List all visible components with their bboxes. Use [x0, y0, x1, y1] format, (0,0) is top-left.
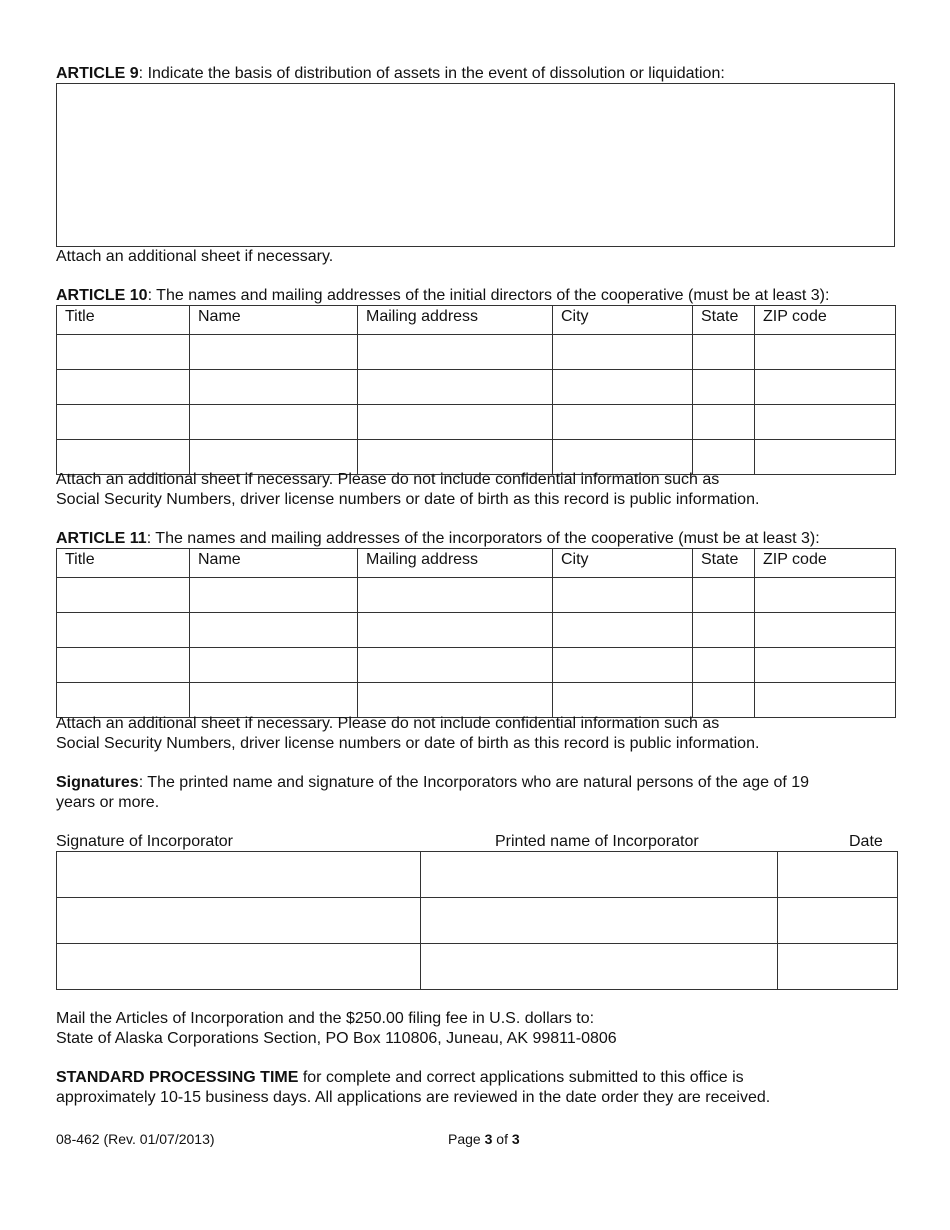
- column-header-city: City: [553, 549, 693, 578]
- date-column-label: Date: [849, 833, 883, 850]
- table-cell[interactable]: [57, 613, 190, 648]
- signature-cell[interactable]: [57, 852, 421, 898]
- table-cell[interactable]: [190, 613, 358, 648]
- table-header-row: [57, 306, 896, 335]
- table-cell[interactable]: [755, 613, 896, 648]
- table-cell[interactable]: [693, 335, 755, 370]
- table-cell[interactable]: [358, 648, 553, 683]
- table-cell[interactable]: [358, 683, 553, 718]
- table-cell[interactable]: [755, 335, 896, 370]
- mail-address-line: State of Alaska Corporations Section, PO Box 110806, Juneau, AK 99811-0806: [56, 1030, 617, 1047]
- column-header-title: Title: [57, 306, 190, 335]
- table-row: [57, 852, 898, 898]
- article-10-note-line-2: Social Security Numbers, driver license numbers or date of birth as this record is public information.: [56, 491, 760, 508]
- table-cell[interactable]: [57, 648, 190, 683]
- date-cell[interactable]: [778, 898, 898, 944]
- table-cell[interactable]: [190, 405, 358, 440]
- article-10-heading: [56, 286, 829, 306]
- processing-time-label: STANDARD PROCESSING TIME: [56, 1069, 299, 1086]
- table-cell[interactable]: [57, 683, 190, 718]
- table-row: [57, 944, 898, 990]
- table-cell[interactable]: [553, 613, 693, 648]
- article-11-note-line-2: Social Security Numbers, driver license numbers or date of birth as this record is public information.: [56, 735, 760, 752]
- table-cell[interactable]: [57, 578, 190, 613]
- table-cell[interactable]: [693, 578, 755, 613]
- table-cell[interactable]: [190, 648, 358, 683]
- page-current: 3: [484, 1131, 493, 1147]
- table-cell[interactable]: [693, 683, 755, 718]
- printed-name-cell[interactable]: [421, 898, 778, 944]
- table-cell[interactable]: [693, 648, 755, 683]
- signatures-heading: [56, 773, 809, 793]
- page-prefix: Page: [448, 1131, 485, 1147]
- table-row: [57, 405, 896, 440]
- signature-cell[interactable]: [57, 944, 421, 990]
- column-header-title: Title: [57, 549, 190, 578]
- table-cell[interactable]: [755, 648, 896, 683]
- table-cell[interactable]: [190, 370, 358, 405]
- column-header-mailing-address: Mailing address: [358, 549, 553, 578]
- article-11-incorporators-table: [56, 548, 896, 718]
- article-9-attach-note: Attach an additional sheet if necessary.: [56, 248, 334, 265]
- article-11-note-line-1: Attach an additional sheet if necessary. Please do not include confidential information such as: [56, 715, 720, 732]
- column-header-state: State: [693, 549, 755, 578]
- mail-instructions-line-1: Mail the Articles of Incorporation and the $250.00 filing fee in U.S. dollars to:: [56, 1010, 595, 1027]
- column-header-zip-code: ZIP code: [755, 549, 896, 578]
- table-header-row: [57, 549, 896, 578]
- signatures-text: : The printed name and signature of the Incorporators who are natural persons of the age of 19: [138, 774, 810, 791]
- article-9-label: ARTICLE 9: [56, 65, 139, 82]
- table-cell[interactable]: [553, 648, 693, 683]
- article-11-heading: [56, 529, 820, 549]
- table-cell[interactable]: [358, 335, 553, 370]
- table-cell[interactable]: [57, 370, 190, 405]
- table-row: [57, 648, 896, 683]
- table-cell[interactable]: [358, 578, 553, 613]
- article-11-label: ARTICLE 11: [56, 530, 147, 547]
- date-cell[interactable]: [778, 852, 898, 898]
- table-cell[interactable]: [755, 440, 896, 475]
- date-cell[interactable]: [778, 944, 898, 990]
- table-row: [57, 683, 896, 718]
- column-header-name: Name: [190, 306, 358, 335]
- signatures-table: [56, 851, 898, 990]
- column-header-city: City: [553, 306, 693, 335]
- table-cell[interactable]: [553, 578, 693, 613]
- table-cell[interactable]: [755, 370, 896, 405]
- article-10-note-line-1: Attach an additional sheet if necessary. Please do not include confidential information such as: [56, 471, 720, 488]
- table-cell[interactable]: [358, 613, 553, 648]
- column-header-mailing-address: Mailing address: [358, 306, 553, 335]
- processing-time-text: for complete and correct applications submitted to this office is: [298, 1069, 744, 1086]
- table-cell[interactable]: [358, 405, 553, 440]
- table-row: [57, 898, 898, 944]
- table-cell[interactable]: [57, 335, 190, 370]
- signatures-text-line-2: years or more.: [56, 794, 160, 811]
- table-row: [57, 613, 896, 648]
- column-header-state: State: [693, 306, 755, 335]
- page-number: [448, 1129, 520, 1149]
- printed-name-column-label: Printed name of Incorporator: [495, 833, 699, 850]
- table-cell[interactable]: [693, 613, 755, 648]
- page-total: 3: [511, 1131, 520, 1147]
- table-cell[interactable]: [553, 370, 693, 405]
- printed-name-cell[interactable]: [421, 944, 778, 990]
- table-cell[interactable]: [755, 405, 896, 440]
- signature-column-label: Signature of Incorporator: [56, 833, 233, 850]
- column-header-zip-code: ZIP code: [755, 306, 896, 335]
- form-number: 08-462 (Rev. 01/07/2013): [56, 1131, 215, 1147]
- table-row: [57, 370, 896, 405]
- table-cell[interactable]: [553, 683, 693, 718]
- table-cell[interactable]: [693, 370, 755, 405]
- article-10-label: ARTICLE 10: [56, 287, 148, 304]
- article-9-input-box[interactable]: [56, 83, 895, 247]
- column-header-name: Name: [190, 549, 358, 578]
- table-cell[interactable]: [755, 683, 896, 718]
- table-cell[interactable]: [190, 683, 358, 718]
- article-10-text: : The names and mailing addresses of the initial directors of the cooperative (must be at least 3):: [147, 287, 830, 304]
- printed-name-cell[interactable]: [421, 852, 778, 898]
- table-cell[interactable]: [190, 578, 358, 613]
- table-cell[interactable]: [553, 405, 693, 440]
- table-cell[interactable]: [190, 335, 358, 370]
- processing-time-line-2: approximately 10-15 business days. All applications are reviewed in the date order they are received.: [56, 1089, 771, 1106]
- article-9-text: : Indicate the basis of distribution of assets in the event of dissolution or liquidation:: [138, 65, 725, 82]
- table-cell[interactable]: [358, 370, 553, 405]
- table-cell[interactable]: [57, 405, 190, 440]
- processing-time-heading: [56, 1068, 744, 1088]
- table-cell[interactable]: [755, 578, 896, 613]
- article-9-heading: [56, 64, 725, 84]
- signatures-label: Signatures: [56, 774, 139, 791]
- page-of: of: [492, 1131, 512, 1147]
- article-10-directors-table: [56, 305, 896, 475]
- table-cell[interactable]: [553, 335, 693, 370]
- article-11-text: : The names and mailing addresses of the incorporators of the cooperative (must be at least 3):: [146, 530, 820, 547]
- table-row: [57, 335, 896, 370]
- signature-cell[interactable]: [57, 898, 421, 944]
- table-cell[interactable]: [693, 405, 755, 440]
- table-row: [57, 578, 896, 613]
